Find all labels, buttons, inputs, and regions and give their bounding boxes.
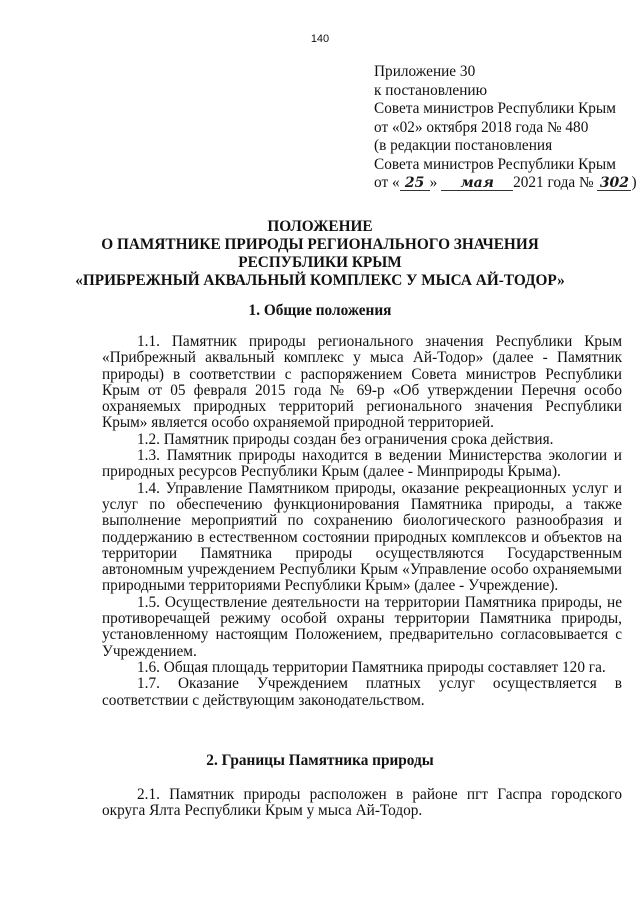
appendix-line: к постановлению [374, 81, 488, 99]
page-number: 140 [310, 33, 330, 45]
appendix-line: Совета министров Республики Крым [374, 100, 616, 117]
title-line: О ПАМЯТНИКЕ ПРИРОДЫ РЕГИОНАЛЬНОГО ЗНАЧЕНИЯ [101, 236, 539, 253]
handwritten-day: 25 [400, 176, 430, 191]
appendix-line: Приложение 30 [374, 63, 476, 80]
paragraph: 1.3. Памятник природы находится в ведении Министерства экологии и природных ресурсов Республики Крым (далее - Минприроды Крыма). [102, 447, 622, 481]
section-heading-1: 1. Общие положения [248, 302, 392, 319]
title-line: ПОЛОЖЕНИЕ [267, 218, 373, 235]
appendix-mid: » [429, 174, 442, 191]
appendix-line: (в редакции постановления [374, 137, 553, 154]
document-title [0, 218, 640, 290]
paragraph: 1.5. Осуществление деятельности на территории Памятника природы, не противоречащей режиму особой охраны территории Памятника природы, установленному настоящим Положением, предварительно согласовывается с Учреждением. [102, 593, 622, 660]
paragraph: 1.7. Оказание Учреждением платных услуг осуществляется в соответствии с действующим законодательством. [102, 675, 622, 709]
appendix-line: от «02» октября 2018 года № 480 [374, 118, 589, 136]
appendix-suffix: ) [631, 174, 637, 191]
handwritten-number: 302 [597, 176, 631, 191]
section-2-body [102, 787, 622, 820]
title-line: «ПРИБРЕЖНЫЙ АКВАЛЬНЫЙ КОМПЛЕКС У МЫСА АЙ-ТОДОР» [75, 272, 565, 289]
paragraph: 2.1. Памятник природы расположен в районе пгт Гаспра городского округа Ялта Республики Крым у мыса Ай-Тодор. [102, 786, 622, 820]
appendix-line: Совета министров Республики Крым [374, 155, 616, 173]
paragraph: 1.6. Общая площадь территории Памятника природы составляет 120 га. [137, 658, 606, 676]
appendix-prefix: от « [374, 174, 400, 191]
section-1-body [102, 334, 622, 709]
paragraph: 1.2. Памятник природы создан без ограничения срока действия. [137, 430, 554, 448]
section-heading-2: 2. Границы Памятника природы [206, 752, 434, 769]
handwritten-month: мая [441, 176, 513, 191]
appendix-block [374, 63, 637, 193]
appendix-year: 2021 года № [513, 174, 598, 191]
paragraph: 1.4. Управление Памятником природы, оказание рекреационных услуг и услуг по обеспечению функционирования Памятника природы, а также выполнение мероприятий по сохранению биологического разнообразия и поддержанию в естественном состоянии природных комплексов и объектов на территории Памятника природы осуществляются Государственным автономным учреждением Республики Крым «Управление особо охраняемыми природными территориями Республики Крым» (далее - Учреждение). [102, 479, 622, 595]
appendix-last-line [374, 174, 637, 193]
paragraph: 1.1. Памятник природы регионального значения Республики Крым «Прибрежный аквальный комплекс у мыса Ай-Тодор» (далее - Памятник природы) в соответствии с распоряжением Совета министров Республики Крым от 05 февраля 2015 года № 69-р «Об утверждении Перечня особо охраняемых природных территорий регионального значения Республики Крым» является особо охраняемой природной территорией. [102, 333, 622, 432]
title-line: РЕСПУБЛИКИ КРЫМ [238, 254, 402, 271]
